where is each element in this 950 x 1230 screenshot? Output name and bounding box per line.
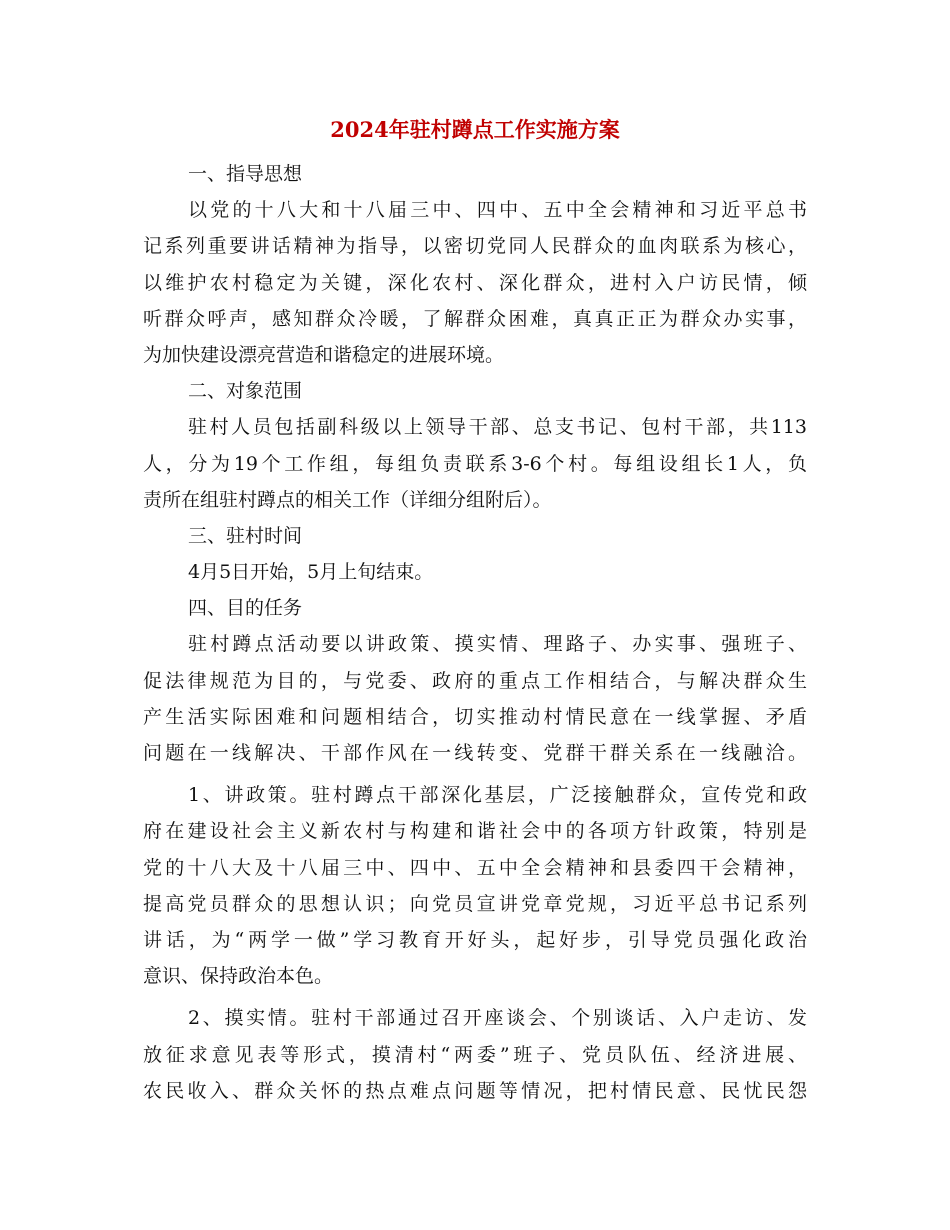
text-line: 问题在一线解决、干部作风在一线转变、党群干群关系在一线融洽。	[143, 742, 807, 764]
text-line: 产生活实际困难和问题相结合，切实推动村情民意在一线掌握、矛盾	[143, 705, 807, 728]
text-line: 责所在组驻村蹲点的相关工作（详细分组附后）。	[143, 488, 552, 511]
text-line: 府在建设社会主义新农村与构建和谐社会中的各项方针政策，特别是	[143, 820, 807, 843]
text-line: 四、目的任务	[188, 597, 303, 620]
text-line: 讲话，为“两学一做”学习教育开好头，起好步，引导党员强化政治	[143, 928, 807, 951]
text-line: 以党的十八大和十八届三中、四中、五中全会精神和习近平总书	[188, 199, 807, 222]
text-line: 记系列重要讲话精神为指导，以密切党同人民群众的血肉联系为核心，	[143, 235, 807, 258]
document-body	[143, 156, 807, 1109]
text-line: 驻村蹲点活动要以讲政策、摸实情、理路子、办实事、强班子、	[188, 633, 807, 656]
text-line: 农民收入、群众关怀的热点难点问题等情况，把村情民意、民忧民怨	[143, 1079, 807, 1102]
text-line: 1、讲政策。驻村蹲点干部深化基层，广泛接触群众，宣传党和政	[188, 784, 807, 807]
text-line: 促法律规范为目的，与党委、政府的重点工作相结合，与解决群众生	[143, 669, 807, 692]
text-line: 提高党员群众的思想认识；向党员宣讲党章党规，习近平总书记系列	[143, 892, 807, 915]
text-line: 人，分为19个工作组，每组负责联系3-6个村。每组设组长1人，负	[143, 452, 807, 475]
text-line: 三、驻村时间	[188, 524, 303, 547]
text-line: 2、摸实情。驻村干部通过召开座谈会、个别谈话、入户走访、发	[188, 1007, 807, 1030]
text-line: 驻村人员包括副科级以上领导干部、总支书记、包村干部，共113	[188, 416, 807, 439]
text-line: 二、对象范围	[188, 380, 303, 403]
document-title: 2024年驻村蹲点工作实施方案	[330, 117, 620, 142]
text-line: 以维护农村稳定为关键，深化农村、深化群众，进村入户访民情，倾	[143, 271, 807, 294]
text-line: 一、指导思想	[188, 163, 303, 185]
text-line: 放征求意见表等形式，摸清村“两委”班子、党员队伍、经济进展、	[143, 1043, 807, 1066]
text-line: 意识、保持政治本色。	[143, 965, 334, 988]
text-line: 听群众呼声，感知群众冷暖，了解群众困难，真真正正为群众办实事，	[143, 307, 807, 330]
text-line: 为加快建设漂亮营造和谐稳定的进展环境。	[143, 343, 505, 366]
text-line: 党的十八大及十八届三中、四中、五中全会精神和县委四干会精神，	[143, 856, 807, 879]
text-line: 4月5日开始，5月上旬结束。	[188, 561, 434, 584]
